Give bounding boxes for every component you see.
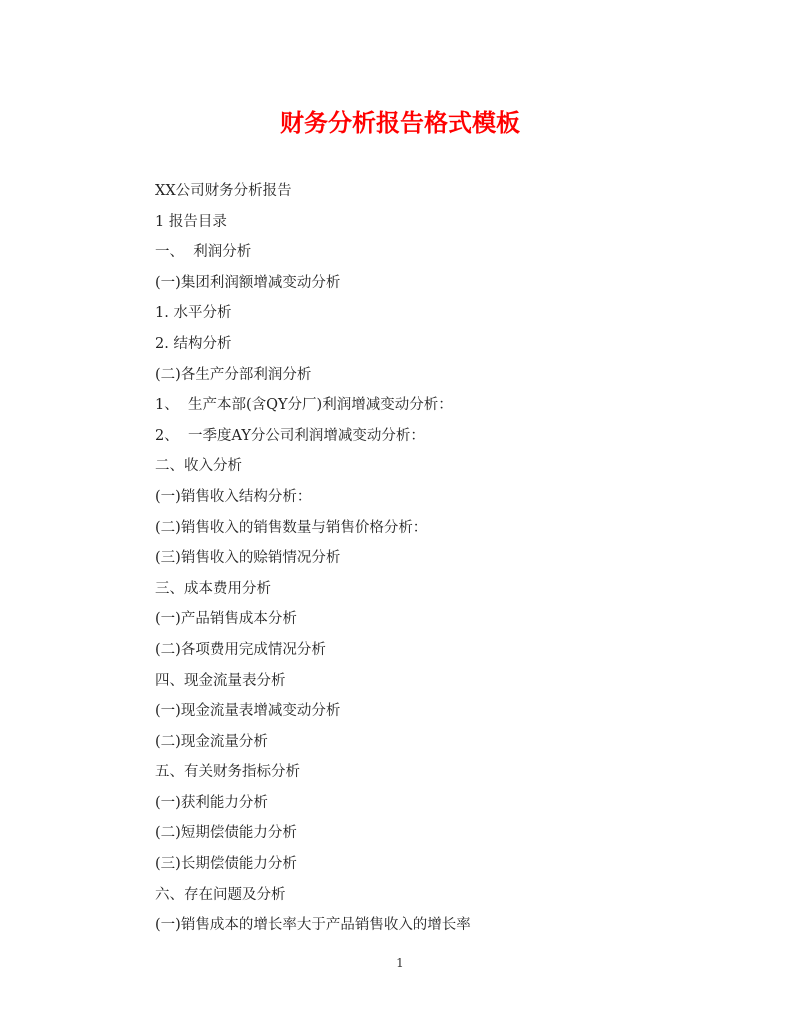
toc-line: 一、 利润分析	[155, 244, 252, 261]
toc-line: 2、 一季度AY分公司利润增减变动分析：	[155, 427, 425, 444]
toc-line: 1 报告目录	[155, 213, 227, 230]
toc-line: (一)销售收入结构分析：	[155, 488, 312, 505]
toc-line: (二)现金流量分析	[155, 733, 268, 750]
toc-line: XX公司财务分析报告	[155, 183, 292, 199]
toc-line: (二)销售收入的销售数量与销售价格分析：	[155, 519, 428, 536]
toc-line: 四、现金流量表分析	[155, 672, 286, 689]
table-of-contents	[155, 176, 471, 941]
toc-line: (二)各生产分部利润分析	[155, 366, 312, 383]
page-title: 财务分析报告格式模板	[280, 109, 520, 137]
toc-line: 二、收入分析	[155, 458, 242, 475]
toc-line: (一)销售成本的增长率大于产品销售收入的增长率	[155, 917, 471, 934]
toc-line: 2. 结构分析	[155, 335, 232, 352]
toc-line: (一)产品销售成本分析	[155, 611, 297, 628]
toc-line: 1、 生产本部(含QY分厂)利润增减变动分析：	[155, 397, 453, 414]
toc-line: 三、成本费用分析	[155, 580, 271, 597]
toc-line: (二)各项费用完成情况分析	[155, 641, 326, 658]
page-number: 1	[396, 956, 404, 970]
toc-line: (三)长期偿债能力分析	[155, 856, 297, 873]
toc-line: (二)短期偿债能力分析	[155, 825, 297, 842]
toc-line: 六、存在问题及分析	[155, 886, 286, 903]
toc-line: 五、有关财务指标分析	[155, 764, 300, 781]
toc-line: (一)现金流量表增减变动分析	[155, 703, 341, 720]
toc-line: (一)集团利润额增减变动分析	[155, 274, 341, 291]
toc-line: (一)获利能力分析	[155, 794, 268, 811]
toc-line: (三)销售收入的赊销情况分析	[155, 550, 341, 567]
toc-line: 1. 水平分析	[155, 305, 232, 322]
